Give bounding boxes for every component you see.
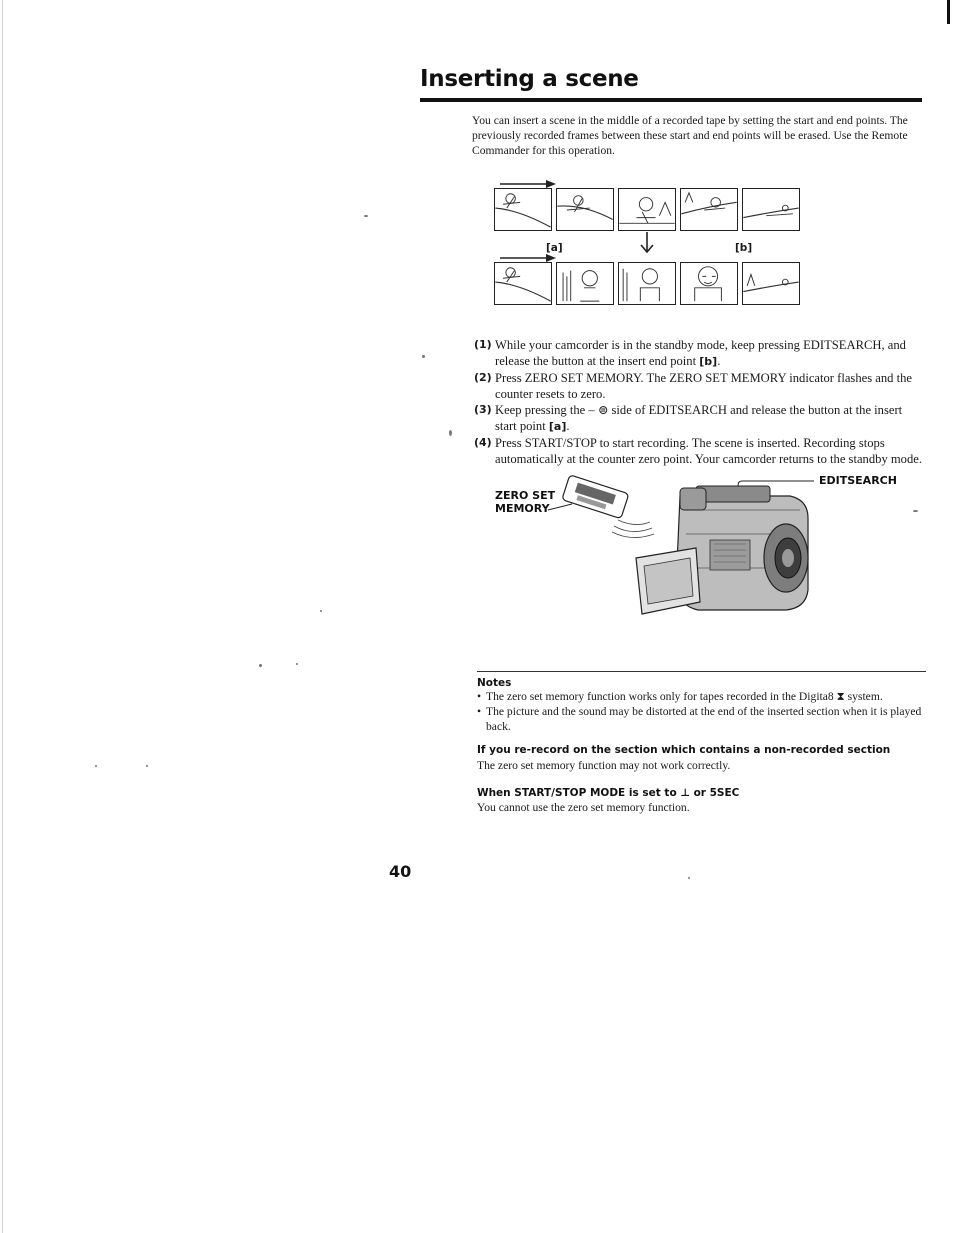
frame-2-top <box>556 188 614 231</box>
page-title: Inserting a scene <box>420 66 639 92</box>
page-number: 40 <box>389 862 412 881</box>
editsearch-label: EDITSEARCH <box>819 474 897 487</box>
note-item: • The zero set memory function works only for tapes recorded in the Digita8 ⧗ system. <box>477 689 926 704</box>
step-item: (1) While your camcorder is in the standby mode, keep pressing EDITSEARCH, and release the button at the insert end point [b]. <box>474 338 906 368</box>
scan-speck <box>259 664 262 667</box>
scan-speck <box>146 765 148 767</box>
scan-speck <box>320 610 322 612</box>
section-heading-rerecord: If you re-record on the section which contains a non-recorded section <box>477 744 891 756</box>
page-edge-mark <box>947 0 950 24</box>
tape-arrow-icon <box>500 250 556 262</box>
tape-arrow-icon <box>500 176 556 188</box>
down-arrow-icon <box>640 232 654 254</box>
note-item: • The picture and the sound may be distorted at the end of the inserted section when it is played back. <box>477 704 926 734</box>
step-item: (3) Keep pressing the – ⊜ side of EDITSEARCH and release the button at the insert start point [a]. <box>474 403 903 433</box>
notes-list <box>477 689 926 734</box>
intro-paragraph: You can insert a scene in the middle of a recorded tape by setting the start and end points. The previously recorded frames between these start and end points will be erased. Use the Remote Commander for this operation. <box>472 114 908 157</box>
frame-4-bottom <box>680 262 738 305</box>
title-rule <box>420 98 922 102</box>
step-item: (2) Press ZERO SET MEMORY. The ZERO SET MEMORY indicator flashes and the counter resets to zero. <box>474 371 912 401</box>
frame-5-bottom <box>742 262 800 305</box>
notes-divider <box>477 671 926 672</box>
section-body-rerecord: The zero set memory function may not work correctly. <box>477 759 731 772</box>
frame-3-bottom <box>618 262 676 305</box>
insert-end-label: [b] <box>735 242 753 254</box>
section-body-start-stop-mode: You cannot use the zero set memory function. <box>477 801 690 814</box>
insert-start-label: [a] <box>546 242 563 254</box>
scan-speck <box>296 663 298 665</box>
scan-edge-line <box>2 0 3 1233</box>
frame-4-top <box>680 188 738 231</box>
frame-1-top <box>494 188 552 231</box>
zero-set-memory-label: ZERO SET MEMORY <box>495 489 556 515</box>
frame-sequence-figure <box>490 176 810 311</box>
scan-speck <box>913 510 918 512</box>
section-heading-start-stop-mode: When START/STOP MODE is set to ⊥ or 5SEC <box>477 787 740 799</box>
scan-speck <box>364 215 368 217</box>
frame-2-bottom <box>556 262 614 305</box>
camcorder-illustration <box>490 470 930 620</box>
camcorder-remote-icon <box>490 470 930 620</box>
procedure-steps <box>474 337 926 467</box>
frame-5-top <box>742 188 800 231</box>
frame-1-bottom <box>494 262 552 305</box>
scan-speck <box>449 430 452 436</box>
step-item: (4) Press START/STOP to start recording. The scene is inserted. Recording stops automatically at the counter zero point. Your camcorder returns to the standby mode. <box>474 436 923 466</box>
frame-3-top <box>618 188 676 231</box>
notes-heading: Notes <box>477 677 512 689</box>
scan-speck <box>422 355 425 358</box>
scan-speck <box>95 765 97 767</box>
scan-speck <box>688 877 690 879</box>
